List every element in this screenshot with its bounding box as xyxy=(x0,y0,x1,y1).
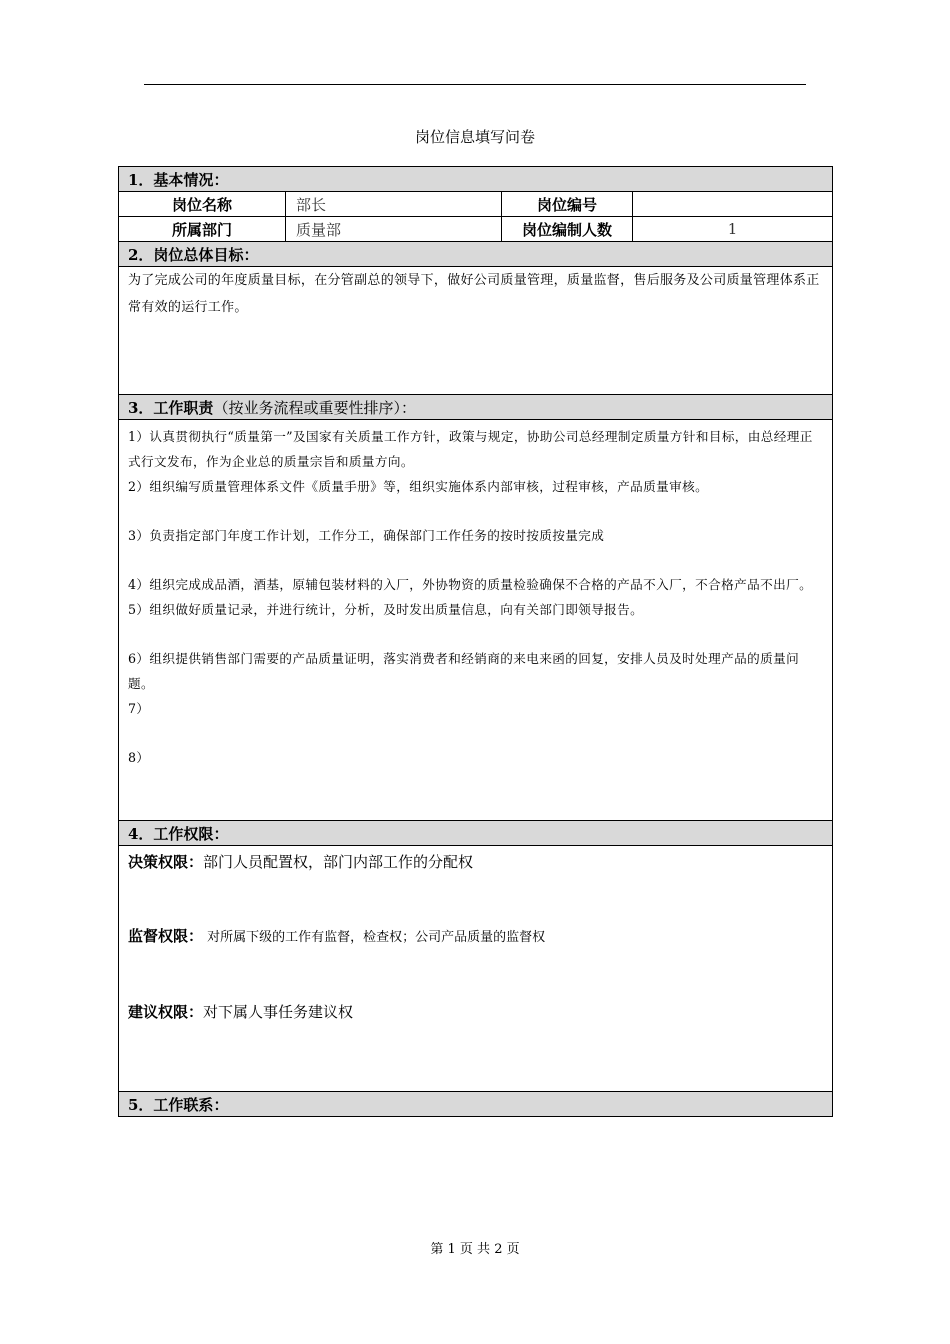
goal-text[interactable]: 为了完成公司的年度质量目标，在分管副总的领导下，做好公司质量管理，质量监督，售后服务及公司质量管理体系正常有效的运行工作。 xyxy=(119,267,833,395)
decision-authority-text: 部门人员配置权，部门内部工作的分配权 xyxy=(203,853,474,871)
position-number-label: 岗位编号 xyxy=(502,192,633,217)
authority-content[interactable] xyxy=(119,846,833,1092)
section-goal-header: 2．岗位总体目标： xyxy=(119,242,833,267)
supervision-authority xyxy=(128,923,824,951)
duties-header-title: 3．工作职责 xyxy=(128,398,214,417)
duties-header-note: （按业务流程或重要性排序）： xyxy=(213,398,416,417)
position-name-label: 岗位名称 xyxy=(119,192,286,217)
supervision-authority-label: 监督权限： xyxy=(128,927,204,945)
duty-item-7: 7） xyxy=(128,701,150,716)
duty-item-5: 5）组织做好质量记录，并进行统计，分析，及时发出质量信息，向有关部门即领导报告。 xyxy=(128,602,644,617)
duty-item-1: 1）认真贯彻执行“质量第一”及国家有关质量工作方针，政策与规定，协助公司总经理制定质量方针和目标，由总经理正式行文发布，作为企业总的质量宗旨和质量方向。 xyxy=(128,429,813,469)
section-basic-info-header: 1．基本情况： xyxy=(119,167,833,192)
section-duties-header xyxy=(119,395,833,420)
duty-item-8: 8） xyxy=(128,750,150,765)
suggestion-authority xyxy=(128,999,824,1025)
duties-list[interactable] xyxy=(119,420,833,821)
position-number-value[interactable] xyxy=(633,192,833,217)
position-name-value[interactable]: 部长 xyxy=(286,192,502,217)
duty-item-3: 3）负责指定部门年度工作计划，工作分工，确保部门工作任务的按时按质按量完成 xyxy=(128,528,605,543)
page-footer: 第 1 页 共 2 页 xyxy=(430,1242,520,1257)
questionnaire-table xyxy=(118,166,833,1117)
headcount-label: 岗位编制人数 xyxy=(502,217,633,242)
decision-authority xyxy=(128,849,824,875)
supervision-authority-text: 对所属下级的工作有监督，检查权；公司产品质量的监督权 xyxy=(203,930,546,945)
department-label: 所属部门 xyxy=(119,217,286,242)
section-authority-header: 4．工作权限： xyxy=(119,821,833,846)
suggestion-authority-text: 对下属人事任务建议权 xyxy=(203,1003,354,1021)
duty-item-6: 6）组织提供销售部门需要的产品质量证明，落实消费者和经销商的来电来函的回复，安排人员及时处理产品的质量问题。 xyxy=(128,651,800,691)
suggestion-authority-label: 建议权限： xyxy=(128,1003,204,1021)
headcount-value[interactable]: 1 xyxy=(633,217,833,242)
section-contacts-header: 5．工作联系： xyxy=(119,1092,833,1117)
decision-authority-label: 决策权限： xyxy=(128,853,204,871)
duty-item-2: 2）组织编写质量管理体系文件《质量手册》等，组织实施体系内部审核，过程审核，产品质量审核。 xyxy=(128,479,709,494)
duty-item-4: 4）组织完成成品酒，酒基，原辅包装材料的入厂，外协物资的质量检验确保不合格的产品不入厂，不合格产品不出厂。 xyxy=(128,577,813,592)
document-title: 岗位信息填写问卷 xyxy=(414,128,535,146)
department-value[interactable]: 质量部 xyxy=(286,217,502,242)
header-rule xyxy=(144,84,806,85)
